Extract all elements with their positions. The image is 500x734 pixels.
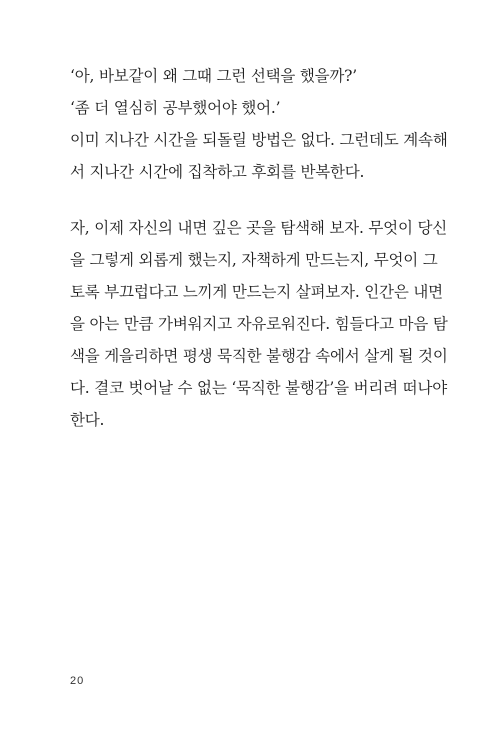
text-line: 토록 부끄럽다고 느끼게 만드는지 살펴보자. 인간은 내면 bbox=[70, 283, 443, 301]
text-line: 을 아는 만큼 가벼워지고 자유로워진다. 힘들다고 마음 탐 bbox=[70, 315, 448, 333]
text-line: 색을 게을리하면 평생 묵직한 불행감 속에서 살게 될 것이 bbox=[70, 347, 448, 365]
page-number: 20 bbox=[70, 675, 85, 687]
text-line: 이미 지나간 시간을 되돌릴 방법은 없다. 그런데도 계속해 bbox=[70, 131, 448, 149]
text-line: 을 그렇게 외롭게 했는지, 자책하게 만드는지, 무엇이 그 bbox=[70, 251, 438, 269]
text-line: 자, 이제 자신의 내면 깊은 곳을 탐색해 보자. 무엇이 당신 bbox=[70, 219, 448, 237]
text-line: 서 지나간 시간에 집착하고 후회를 반복한다. bbox=[70, 163, 365, 181]
text-line: 한다. bbox=[70, 411, 105, 429]
text-line: ‘아, 바보같이 왜 그때 그런 선택을 했을까?’ bbox=[70, 67, 358, 85]
text-line: ‘좀 더 열심히 공부했어야 했어.’ bbox=[70, 99, 281, 117]
text-line: 다. 결코 벗어날 수 없는 ‘묵직한 불행감’을 버리려 떠나야 bbox=[70, 379, 448, 397]
